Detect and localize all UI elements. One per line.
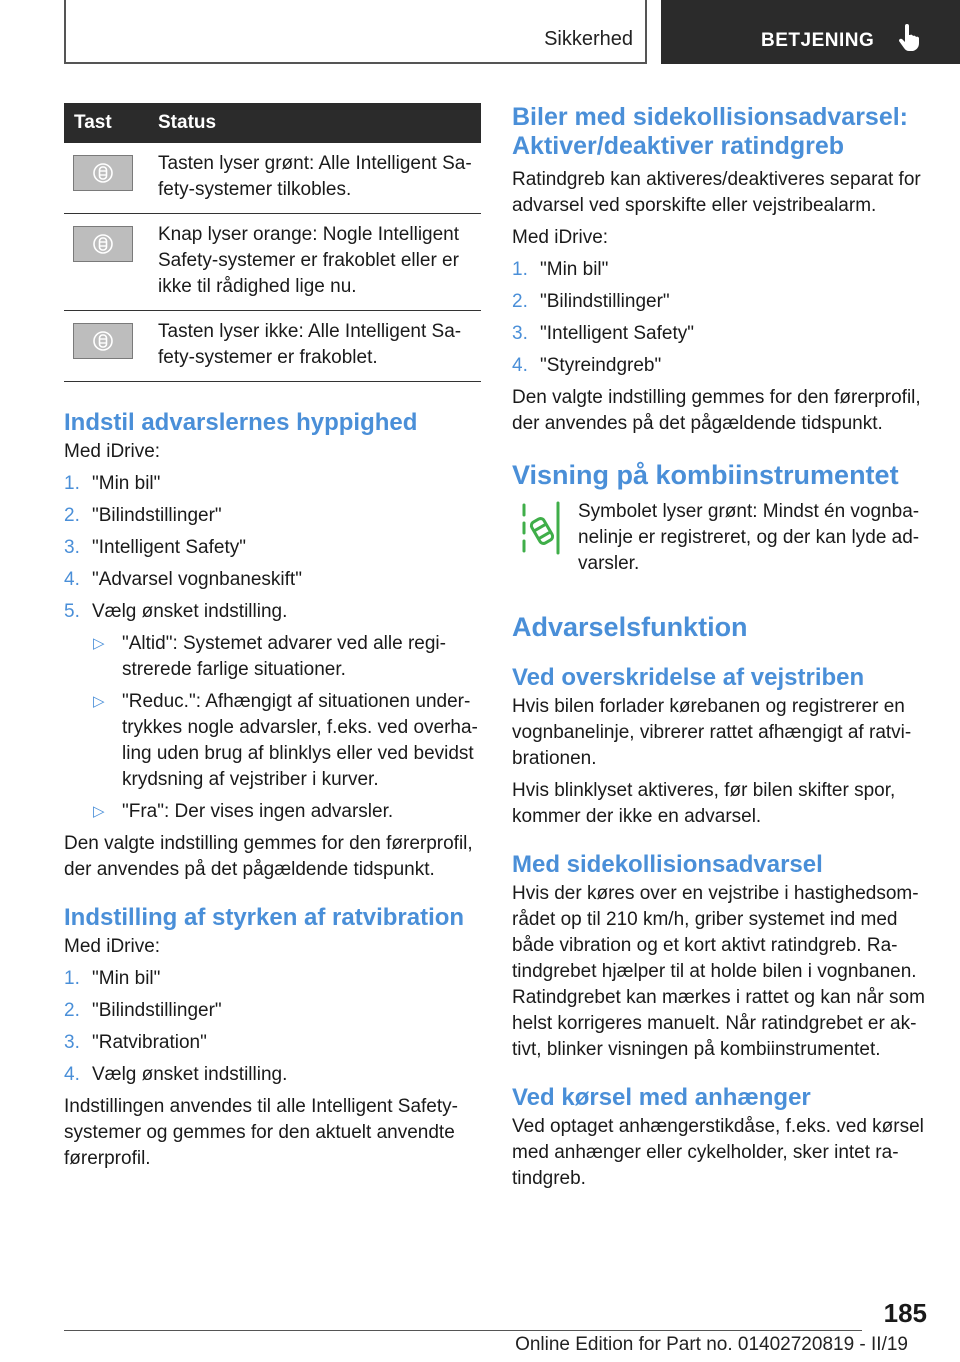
vibration-intro: Med iDrive: — [64, 936, 161, 957]
side-collision-intro: Ratindgreb kan aktiveres/deaktiveres separat for advarsel ved sporskifte eller vejstribealarm. — [512, 169, 921, 216]
frequency-note: Den valgte indstilling gemmes for den førerprofil, der anvendes på det pågældende tidspunkt. — [64, 833, 473, 880]
list-item: 4. "Advarsel vognbaneskift" — [64, 569, 302, 590]
header-section-title: Sikkerhed — [544, 28, 633, 50]
footer-edition: Online Edition for Part no. 01402720819 - II/19 — [515, 1334, 908, 1355]
table-row — [64, 143, 481, 214]
pointing-hand-icon — [897, 24, 921, 57]
side-collision-note: Den valgte indstilling gemmes for den førerprofil, der anvendes på det pågældende tidspunkt. — [512, 387, 921, 434]
list-item: 1. "Min bil" — [64, 473, 161, 494]
side-collision-idrive: Med iDrive: — [512, 227, 609, 248]
frequency-options — [64, 631, 481, 825]
line-crossing-paragraph-1: Hvis bilen forlader kørebanen og registrerer en vognbanelinje, vibrerer rattet afhængigt af ratvi‐ brationen. — [512, 696, 912, 769]
list-item: 5. Vælg ønsket indstilling. — [64, 601, 288, 622]
vibration-note: Indstillingen anvendes til alle Intelligent Safety- systemer og gemmes for den aktuelt anvendte førerprofil. — [64, 1096, 458, 1169]
triangle-bullet-icon: ▷ — [93, 803, 105, 820]
side-collision-heading: Biler med sidekollisionsadvarsel: Aktiver/deaktiver ratindgreb — [512, 103, 908, 160]
intelligent-safety-button-icon — [73, 323, 133, 359]
side-collision-warning-paragraph: Hvis der køres over en vejstribe i hastighedsom‐ rådet op til 210 km/h, griber systemet ind med både vibration og et kort aktivt ratindgreb. Ra‐ tindgrebet hjælper til at holde bilen i vognbanen. Ratindgrebet kan mærkes i rattet og kan når som helst korrigeres manuelt. Når ratindgrebet er ak‐ tivt, blinker visningen på kombiinstrumentet. — [512, 883, 925, 1060]
display-heading: Visning på kombiinstrumentet — [512, 460, 899, 490]
table-row — [64, 311, 481, 382]
side-collision-steps — [512, 257, 932, 379]
left-column — [64, 103, 481, 1172]
lane-departure-icon — [518, 499, 564, 562]
line-crossing-paragraph-2: Hvis blinklyset aktiveres, før bilen skifter spor, kommer der ikke en advarsel. — [512, 780, 896, 827]
header-chapter-box — [661, 0, 960, 64]
display-symbol-row — [512, 499, 932, 577]
frequency-steps — [64, 471, 481, 625]
list-item: 2. "Bilindstillinger" — [64, 505, 222, 526]
frequency-heading: Indstil advarslernes hyppighed — [64, 409, 418, 436]
vibration-heading: Indstilling af styrken af ratvibration — [64, 904, 465, 931]
table-cell-status: Tasten lyser grønt: Alle Intelligent Sa‐ fety-systemer tilkobles. — [152, 143, 481, 214]
table-row — [64, 214, 481, 311]
frequency-intro: Med iDrive: — [64, 441, 161, 462]
table-cell-status: Tasten lyser ikke: Alle Intelligent Sa‐ fety-systemer er frakoblet. — [152, 311, 481, 382]
list-item: ▷ "Altid": Systemet advarer ved alle regi‐ strerede farlige situationer. — [93, 633, 446, 680]
footer-divider — [64, 1330, 862, 1331]
list-item: ▷ "Fra": Der vises ingen advarsler. — [64, 799, 481, 825]
line-crossing-heading: Ved overskridelse af vejstriben — [512, 664, 865, 691]
page-number: 185 — [883, 1298, 927, 1328]
side-collision-warning-heading: Med sidekollisionsadvarsel — [512, 851, 823, 878]
list-item: 2. "Bilindstillinger" — [512, 291, 670, 312]
intelligent-safety-button-icon — [73, 155, 133, 191]
triangle-bullet-icon: ▷ — [93, 635, 105, 652]
list-item: 3. "Intelligent Safety" — [512, 323, 694, 344]
table-header-key: Tast — [64, 103, 152, 143]
header-chapter-title: BETJENING — [761, 30, 875, 51]
trailer-heading: Ved kørsel med anhænger — [512, 1084, 811, 1111]
list-item: ▷ "Reduc.": Afhængigt af situationen under‐ trykkes nogle advarsler, f.eks. ved overha‐ ling uden brug af blinklys eller ved bevidst krydsning af vejstriber i kurver. — [93, 691, 478, 790]
table-header-status: Status — [152, 103, 481, 143]
list-item: 4. Vælg ønsket indstilling. — [64, 1064, 288, 1085]
intelligent-safety-button-icon — [73, 226, 133, 262]
trailer-paragraph: Ved optaget anhængerstikdåse, f.eks. ved kørsel med anhænger eller cykelholder, sker intet ra‐ tindgreb. — [512, 1116, 924, 1189]
triangle-bullet-icon: ▷ — [93, 693, 105, 710]
warning-function-heading: Advarselsfunktion — [512, 612, 748, 642]
list-item: 1. "Min bil" — [512, 259, 609, 280]
list-item: 3. "Intelligent Safety" — [64, 537, 246, 558]
status-table — [64, 103, 481, 382]
vibration-steps — [64, 966, 481, 1088]
list-item: 2. "Bilindstillinger" — [64, 1000, 222, 1021]
list-item: 3. "Ratvibration" — [64, 1032, 207, 1053]
table-cell-status: Knap lyser orange: Nogle Intelligent Safety-systemer er frakoblet eller er ikke til rådighed lige nu. — [152, 214, 481, 311]
display-symbol-text: Symbolet lyser grønt: Mindst én vognba‐ nelinje er registreret, og der kan lyde ad‐ varsler. — [578, 501, 920, 574]
list-item: 4. "Styreindgreb" — [512, 355, 662, 376]
list-item: 1. "Min bil" — [64, 968, 161, 989]
header-section-box — [64, 0, 647, 64]
right-column — [512, 103, 932, 1192]
